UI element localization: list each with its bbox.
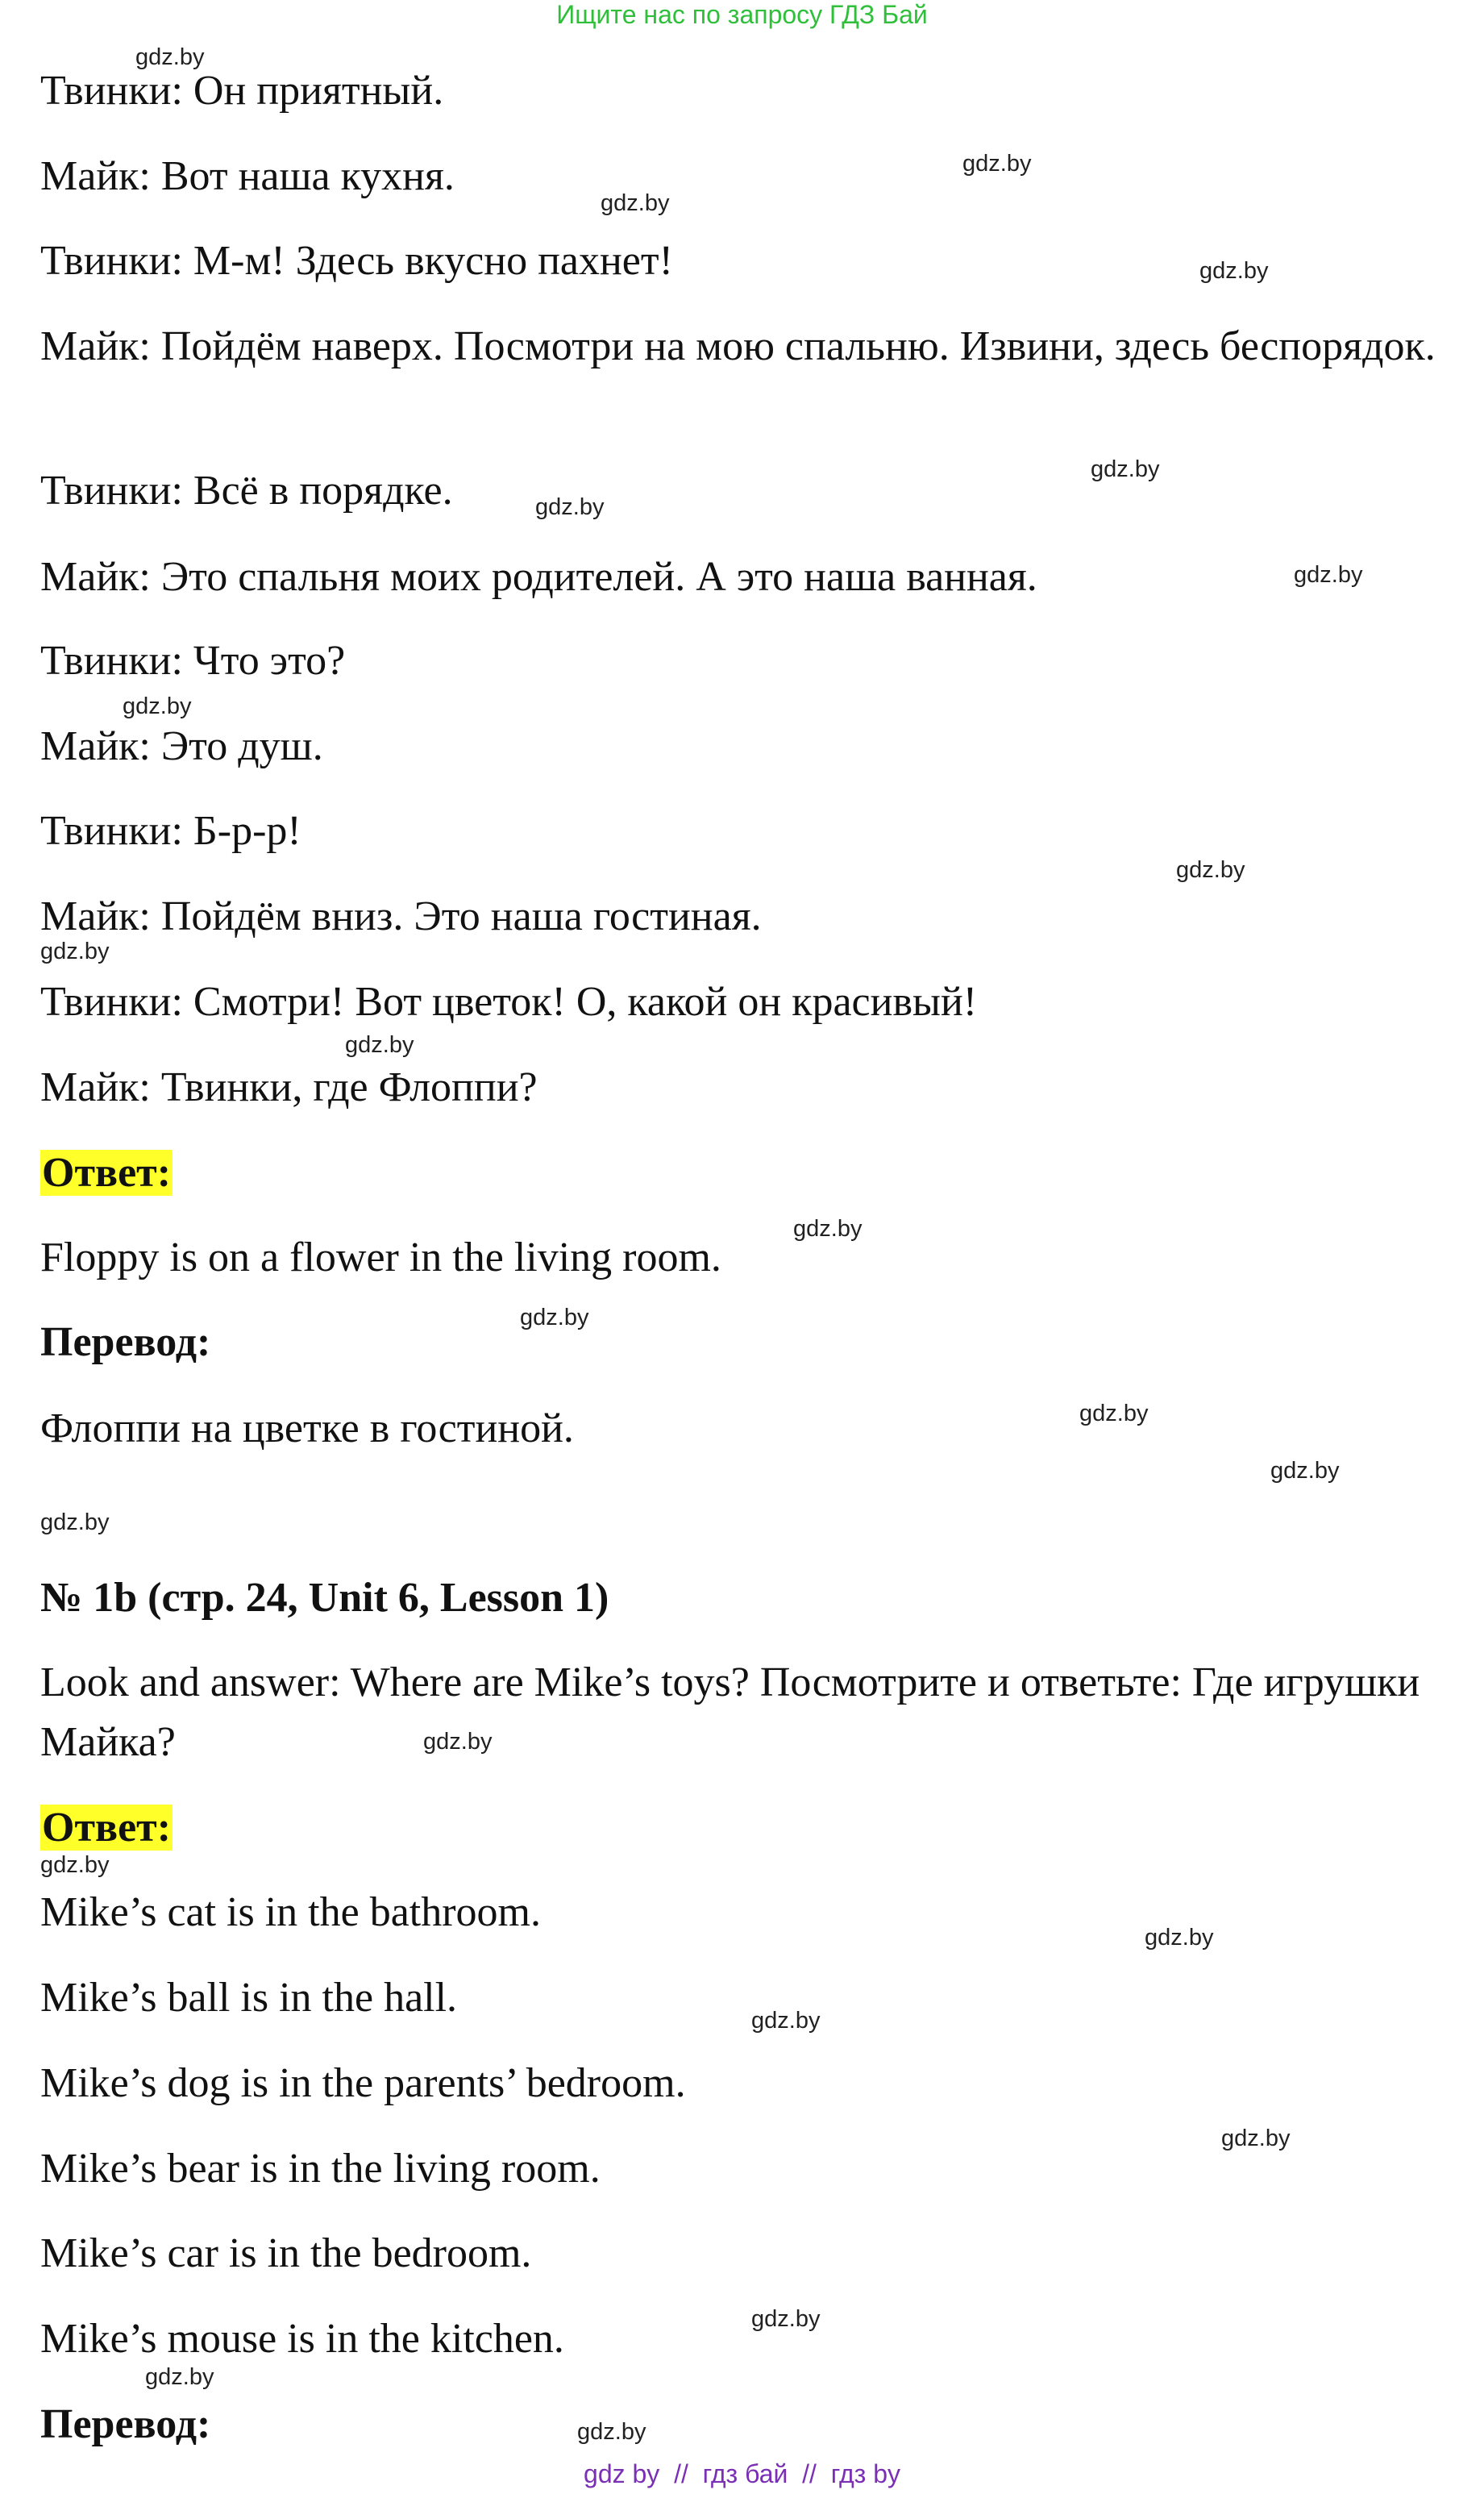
watermark: gdz.by [145,2364,214,2390]
watermark: gdz.by [793,1216,863,1242]
watermark: gdz.by [1270,1458,1340,1484]
footer-link-gdz-by-ru[interactable]: гдз by [830,2459,900,2488]
footer-link-gdz-by[interactable]: gdz by [584,2459,660,2488]
task-heading: № 1b (стр. 24, Unit 6, Lesson 1) [40,1575,609,1621]
answer-line: Mike’s mouse is in the kitchen. [40,2316,564,2362]
footer-link-gdz-bai[interactable]: гдз бай [702,2459,788,2488]
watermark: gdz.by [962,151,1032,177]
watermark: gdz.by [1221,2126,1291,2151]
answer-line: Mike’s cat is in the bathroom. [40,1889,542,1935]
watermark: gdz.by [40,1852,110,1878]
watermark: gdz.by [40,939,110,964]
translation-label: Перевод: [40,2401,211,2447]
watermark: gdz.by [1294,562,1363,588]
watermark: gdz.by [577,2419,646,2445]
watermark: gdz.by [1176,857,1245,883]
watermark: gdz.by [535,494,605,520]
dialogue-line: Майк: Это душ. [40,723,323,769]
footer-links [0,2458,1484,2490]
answer-line: Mike’s car is in the bedroom. [40,2230,532,2276]
watermark: gdz.by [135,44,205,70]
answer-line: Mike’s bear is in the living room. [40,2146,601,2192]
dialogue-line: Твинки: М-м! Здесь вкусно пахнет! [40,238,673,284]
translation-text: Флоппи на цветке в гостиной. [40,1405,574,1451]
watermark: gdz.by [345,1032,414,1058]
dialogue-line: Твинки: Всё в порядке. [40,468,453,514]
answer-label [40,1143,173,1203]
dialogue-line: Твинки: Что это? [40,638,346,684]
task-instruction: Look and answer: Where are Mike’s toys? Посмотрите и ответьте: Где игрушки Майка? [40,1659,1420,1765]
answer-highlight: Ответ: [42,1150,172,1196]
watermark: gdz.by [123,693,192,719]
footer-separator: // [674,2459,688,2488]
watermark: gdz.by [751,2306,821,2332]
answer-highlight: Ответ: [42,1805,172,1851]
dialogue-line: Твинки: Б-р-р! [40,808,301,854]
watermark: gdz.by [601,190,670,216]
answer-line: Mike’s ball is in the hall. [40,1975,458,2021]
answer-line: Mike’s dog is in the parents’ bedroom. [40,2060,686,2106]
watermark: gdz.by [1079,1401,1149,1426]
watermark: gdz.by [40,1509,110,1535]
dialogue-line: Майк: Это спальня моих родителей. А это наша ванная. [40,554,1037,600]
watermark: gdz.by [751,2008,821,2034]
watermark: gdz.by [1091,456,1160,482]
footer-separator: // [802,2459,817,2488]
watermark: gdz.by [423,1729,493,1755]
watermark: gdz.by [1199,258,1269,284]
watermark: gdz.by [1145,1925,1214,1951]
answer-text: Floppy is on a flower in the living room. [40,1235,721,1280]
dialogue-line: Майк: Твинки, где Флоппи? [40,1064,538,1110]
dialogue-line: Майк: Пойдём вниз. Это наша гостиная. [40,893,762,939]
dialogue-line: Майк: Пойдём наверх. Посмотри на мою спальню. Извини, здесь беспорядок. [40,323,1436,369]
translation-label: Перевод: [40,1319,211,1365]
watermark: gdz.by [520,1305,589,1330]
top-banner: Ищите нас по запросу ГДЗ Бай [556,0,928,29]
dialogue-line: Твинки: Он приятный. [40,68,444,114]
answer-label [40,1798,173,1858]
dialogue-line: Твинки: Смотри! Вот цветок! О, какой он красивый! [40,979,978,1025]
dialogue-line: Майк: Вот наша кухня. [40,153,455,199]
